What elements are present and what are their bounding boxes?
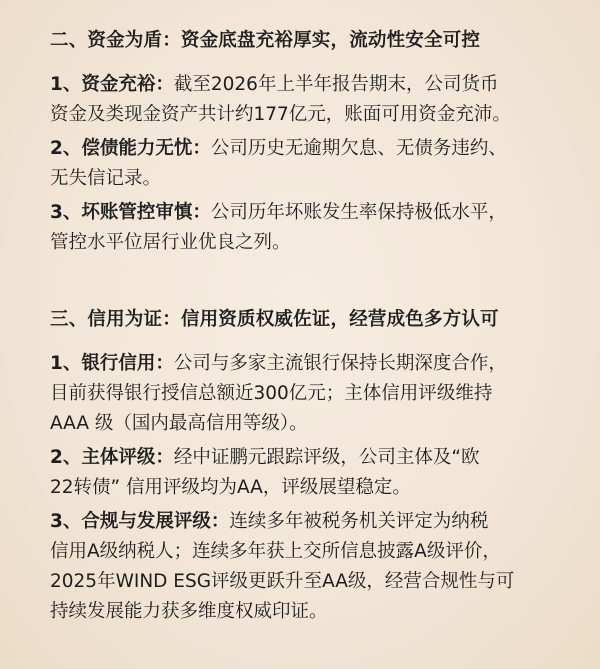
item-lead: 1、银行信用： xyxy=(50,353,174,374)
item-text: 公司历年坏账发生率保持极低水平， xyxy=(210,202,507,223)
section-title: 三、信用为证：信用资质权威佐证，经营成色多方认可 xyxy=(50,309,499,330)
item-text: 资金及类现金资产共计约177亿元，账面可用资金充沛。 xyxy=(50,104,511,125)
section-spacer xyxy=(50,262,554,305)
item-text: 公司与多家主流银行保持长期深度合作， xyxy=(173,353,507,374)
section-capital xyxy=(50,26,554,258)
item-lead: 3、坏账管控审慎： xyxy=(50,202,211,223)
item-lead: 3、合规与发展评级： xyxy=(50,511,230,532)
item-lead: 2、偿债能力无忧： xyxy=(50,138,211,159)
item-text: 2025年WIND ESG评级更跃升至AA级，经营合规性与可 xyxy=(50,571,515,592)
item-text: 截至2026年上半年报告期末，公司货币 xyxy=(173,74,499,95)
item-text: 持续发展能力获多维度权威印证。 xyxy=(50,601,328,622)
item-text: 管控水平位居行业优良之列。 xyxy=(50,232,291,253)
item-lead: 1、资金充裕： xyxy=(50,74,174,95)
item-lead: 2、主体评级： xyxy=(50,447,174,468)
item-text: 无失信记录。 xyxy=(50,168,162,189)
item-text: 连续多年被税务机关评定为纳税 xyxy=(229,511,489,532)
item-text: 公司历史无逾期欠息、无债务违约、 xyxy=(210,138,507,159)
item-text: 目前获得银行授信总额近300亿元；主体信用评级维持 xyxy=(50,383,493,404)
item-text: 经中证鹏元跟踪评级，公司主体及“欧 xyxy=(173,447,480,468)
list-item xyxy=(50,349,554,439)
item-text: AAA 级（国内最高信用等级）。 xyxy=(50,413,308,434)
list-item xyxy=(50,70,554,130)
list-item xyxy=(50,134,554,194)
item-text: 信用A级纳税人；连续多年获上交所信息披露A级评价， xyxy=(50,541,501,562)
section-credit xyxy=(50,305,554,627)
item-text: 22转债” 信用评级均为AA，评级展望稳定。 xyxy=(50,477,411,498)
list-item xyxy=(50,198,554,258)
section-title: 二、资金为盾：资金底盘充裕厚实，流动性安全可控 xyxy=(50,30,481,51)
list-item xyxy=(50,507,554,627)
list-item xyxy=(50,443,554,503)
